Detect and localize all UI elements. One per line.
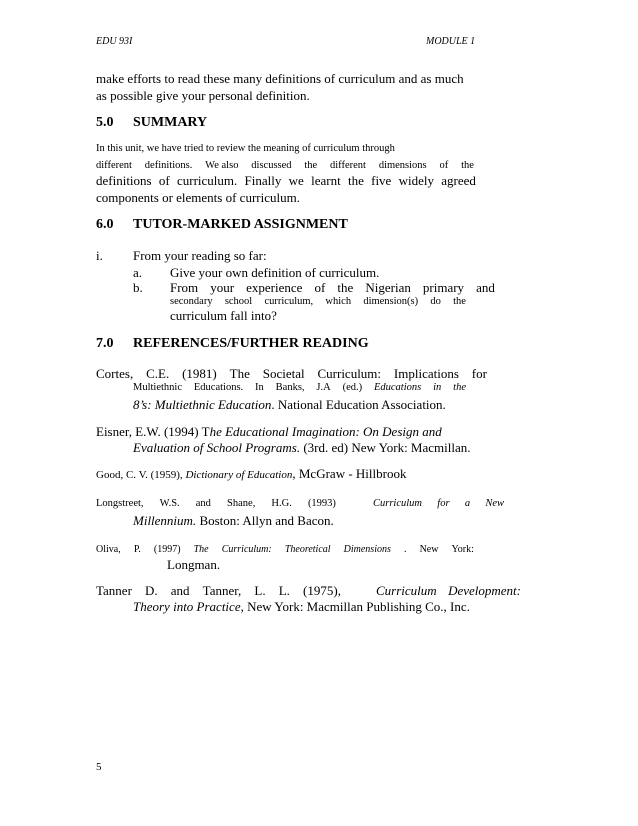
word: the bbox=[453, 296, 466, 307]
ref-cortes-publisher: . National Education Association. bbox=[271, 397, 446, 412]
word: and bbox=[170, 583, 190, 598]
word: C.E. bbox=[146, 366, 170, 381]
word: of bbox=[439, 160, 449, 171]
word: New bbox=[419, 544, 439, 555]
ref-good-publisher: , McGraw - Hillbrook bbox=[292, 466, 407, 481]
word: (ed.) bbox=[342, 382, 363, 393]
word: the bbox=[453, 382, 466, 393]
ref-longstreet-publisher: Boston: Allyn and Bacon. bbox=[196, 513, 334, 528]
header-course-code: EDU 93I bbox=[96, 36, 133, 47]
word: Cortes, bbox=[96, 366, 134, 381]
word: L. bbox=[254, 583, 266, 598]
word: W.S. bbox=[159, 498, 180, 509]
word: D. bbox=[145, 583, 158, 598]
word: different bbox=[96, 160, 132, 171]
word: The bbox=[229, 366, 250, 381]
header-module: MODULE 1 bbox=[426, 36, 476, 47]
word: agreed bbox=[441, 173, 476, 188]
word: and bbox=[476, 280, 495, 295]
word: learnt bbox=[311, 173, 341, 188]
ref-oliva-line-2: Longman. bbox=[167, 557, 221, 572]
word: the bbox=[337, 280, 354, 295]
tma-heading: TUTOR-MARKED ASSIGNMENT bbox=[133, 217, 348, 232]
word: Curriculum: bbox=[221, 544, 272, 555]
word: dimension(s) bbox=[363, 296, 419, 307]
ref-eisner-publisher: (3rd. ed) New York: Macmillan. bbox=[300, 440, 471, 455]
word: dimensions bbox=[378, 160, 427, 171]
word: L. bbox=[278, 583, 290, 598]
tma-item-i-text: From your reading so far: bbox=[133, 248, 267, 263]
tma-item-i-label: i. bbox=[96, 248, 103, 263]
word: P. bbox=[133, 544, 141, 555]
ref-tanner-title-cont: Theory into Practice bbox=[133, 599, 241, 614]
ref-good-title: Dictionary of Education bbox=[185, 469, 293, 481]
word: five bbox=[371, 173, 392, 188]
tma-item-a-text: Give your own definition of curriculum. bbox=[170, 265, 380, 280]
summary-line-2 bbox=[96, 160, 474, 171]
word: Implications bbox=[393, 366, 459, 381]
word: curriculum, bbox=[264, 296, 314, 307]
word: Multiethnic bbox=[133, 382, 182, 393]
word: (1993) bbox=[307, 498, 336, 509]
word: Educations bbox=[373, 382, 422, 393]
word: From bbox=[170, 280, 199, 295]
word: Societal bbox=[262, 366, 305, 381]
word: H.G. bbox=[271, 498, 292, 509]
word: different bbox=[330, 160, 366, 171]
word: the bbox=[461, 160, 474, 171]
ref-longstreet-line-2 bbox=[133, 513, 334, 529]
ref-cortes-line-1 bbox=[96, 366, 487, 382]
ref-longstreet-line-1a bbox=[96, 498, 336, 509]
summary-heading: SUMMARY bbox=[133, 115, 208, 130]
refs-number: 7.0 bbox=[96, 336, 114, 351]
word: Curriculum bbox=[373, 498, 423, 509]
word: primary bbox=[422, 280, 465, 295]
word: Theoretical bbox=[284, 544, 331, 555]
word: definitions. bbox=[144, 160, 193, 171]
word: Curriculum bbox=[376, 583, 437, 598]
ref-tanner-publisher: , New York: Macmillan Publishing Co., Inc. bbox=[240, 599, 470, 614]
ref-eisner-title-cont: Evaluation of School Programs. bbox=[133, 440, 301, 455]
word: Oliva, bbox=[96, 544, 121, 555]
word: (1975), bbox=[303, 583, 341, 598]
intro-line-1: make efforts to read these many definitions of curriculum and as much bbox=[96, 71, 464, 86]
tma-number: 6.0 bbox=[96, 217, 114, 232]
word: York: bbox=[451, 544, 474, 555]
ref-eisner-author: Eisner, E.W. (1994) T bbox=[96, 424, 210, 439]
summary-number: 5.0 bbox=[96, 115, 114, 130]
ref-eisner-line-2 bbox=[133, 440, 471, 456]
word: and bbox=[195, 498, 211, 509]
ref-tanner-line-2 bbox=[133, 599, 470, 615]
word: Curriculum: bbox=[317, 366, 382, 381]
tma-item-b-line-1 bbox=[170, 280, 495, 296]
word: Shane, bbox=[227, 498, 256, 509]
tma-item-b-line-2 bbox=[170, 296, 466, 307]
word: (1981) bbox=[182, 366, 217, 381]
word: Nigerian bbox=[365, 280, 411, 295]
word: for bbox=[437, 498, 450, 509]
word: discussed bbox=[251, 160, 292, 171]
summary-line-1: In this unit, we have tried to review the meaning of curriculum through bbox=[96, 143, 395, 154]
ref-longstreet-line-1b bbox=[373, 498, 504, 509]
word: experience bbox=[246, 280, 303, 295]
ref-longstreet-title-cont: Millennium. bbox=[133, 513, 197, 528]
word: of bbox=[158, 173, 170, 188]
summary-line-3 bbox=[96, 173, 476, 189]
tma-item-b-line-3: curriculum fall into? bbox=[170, 308, 277, 323]
word: a bbox=[464, 498, 471, 509]
word: Educations. bbox=[193, 382, 244, 393]
word: Longstreet, bbox=[96, 498, 144, 509]
ref-eisner-title: he Educational Imagination: On Design and bbox=[209, 424, 442, 439]
word: Tanner bbox=[96, 583, 132, 598]
word: which bbox=[325, 296, 352, 307]
word: (1997) bbox=[153, 544, 181, 555]
word: do bbox=[430, 296, 441, 307]
page-number: 5 bbox=[96, 761, 102, 773]
word: curriculum. bbox=[176, 173, 238, 188]
word: Dimensions bbox=[343, 544, 391, 555]
word: of bbox=[314, 280, 326, 295]
word: The bbox=[193, 544, 209, 555]
word: Tanner, bbox=[202, 583, 242, 598]
refs-heading: REFERENCES/FURTHER READING bbox=[133, 336, 369, 351]
ref-good bbox=[96, 466, 406, 482]
word: widely bbox=[398, 173, 434, 188]
summary-line-4: components or elements of curriculum. bbox=[96, 190, 300, 205]
word: school bbox=[224, 296, 253, 307]
word: Finally bbox=[244, 173, 282, 188]
word: . bbox=[403, 544, 407, 555]
ref-cortes-line-3 bbox=[133, 397, 446, 413]
ref-tanner-line-1a bbox=[96, 583, 341, 599]
ref-cortes-line-2 bbox=[133, 382, 466, 393]
tma-item-a-label: a. bbox=[133, 265, 143, 280]
word: In bbox=[255, 382, 264, 393]
word: Banks, bbox=[275, 382, 305, 393]
word: secondary bbox=[170, 296, 213, 307]
ref-cortes-book-title: 8’s: Multiethnic Education bbox=[133, 397, 272, 412]
ref-eisner-line-1 bbox=[96, 424, 442, 440]
word: the bbox=[347, 173, 364, 188]
word: J.A bbox=[316, 382, 331, 393]
ref-tanner-line-1b bbox=[376, 583, 521, 599]
word: definitions bbox=[96, 173, 152, 188]
intro-line-2: as possible give your personal definition. bbox=[96, 88, 310, 103]
tma-item-b-label: b. bbox=[133, 280, 143, 295]
word: your bbox=[210, 280, 235, 295]
ref-oliva-line-1 bbox=[96, 544, 474, 555]
ref-good-author: Good, C. V. (1959), bbox=[96, 469, 186, 481]
word: we bbox=[288, 173, 304, 188]
word: for bbox=[471, 366, 487, 381]
word: the bbox=[304, 160, 318, 171]
word: New bbox=[485, 498, 504, 509]
word: We also bbox=[205, 160, 239, 171]
word: Development: bbox=[448, 583, 521, 598]
word: in bbox=[433, 382, 442, 393]
